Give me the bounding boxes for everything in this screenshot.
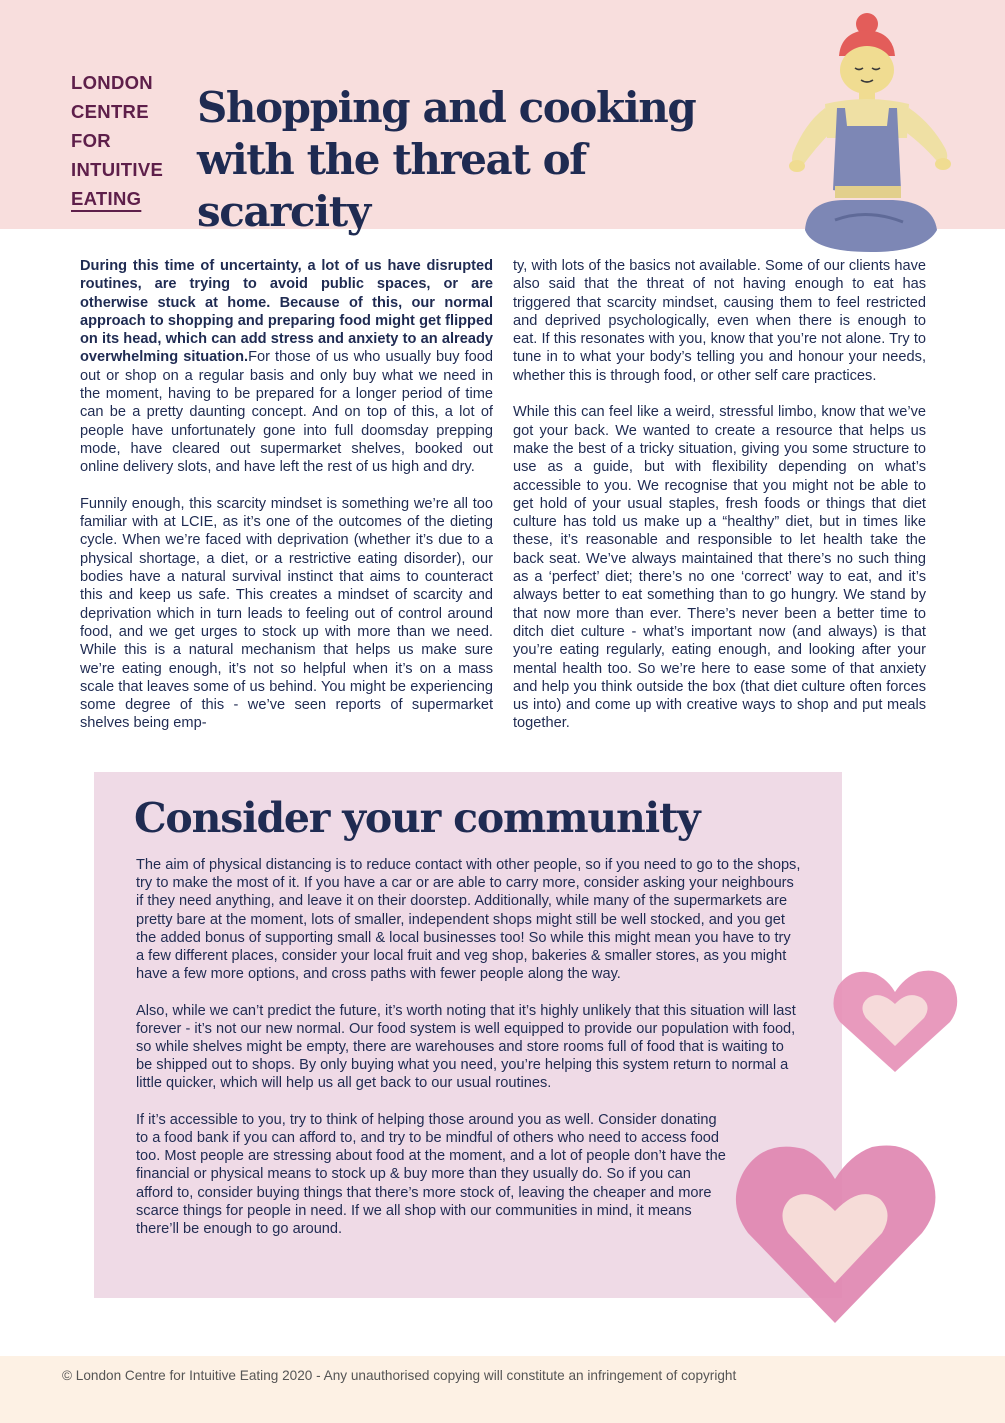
community-heading: Consider your community (134, 794, 700, 842)
article-paragraph: Funnily enough, this scarcity mindset is something we’re all too familiar with at LCIE, as it’s one of the outcomes of the dieting cycle. When we’re faced with deprivation (whether it’s due to a physical shortage, a diet, or a restrictive eating disorder), our bodies have a natural survival instinct that aims to counteract this and keep us safe. This creates a mindset of scarcity and deprivation which in turn leads to feeling out of control around food, and we get urges to stock up with more than we need. While this is a natural mechanism that helps us make sure we’re eating enough, it’s not so helpful when it’s on a mass scale that leaves some of us behind. You might be experiencing some degree of this - we’ve seen reports of supermarket shelves being emp- (80, 495, 493, 732)
left-hand (789, 160, 805, 172)
face (840, 46, 894, 94)
brand-logo-text (71, 68, 191, 213)
copyright-notice: © London Centre for Intuitive Eating 2020 - Any unauthorised copying will constitute an infringement of copyright (62, 1368, 737, 1383)
right-hand (935, 158, 951, 170)
article-paragraph: While this can feel like a weird, stressful limbo, know that we’ve got your back. We wanted to create a resource that helps us make the best of a tricky situation, giving you some structure to use as a guide, but with flexibility depending on what’s accessible to you. We recognise that you might not be able to get hold of your usual staples, fresh foods or things that diet culture has told us make up a “healthy” diet, but in times like these, it’s reasonable and responsible to let health take the back seat. We’ve always maintained that there’s no such thing as a ‘perfect’ diet; there’s no one ‘correct’ way to eat, and it’s always better to eat something than to go hungry. We stand by that now more than ever. There’s never been a better time to ditch diet culture - what’s important now (and always) is that you’re eating regularly, eating enough, and looking after your mental health too. So we’re here to ease some of that anxiety and help you think outside the box (that diet culture often forces us into) and come up with creative ways to shop and put meals together. (513, 404, 926, 732)
brand-line: LONDON (71, 72, 153, 93)
community-paragraph: If it’s accessible to you, try to think of helping those around you as well. Consider donating to a food bank if you can afford to, and try to be mindful of others who need to access food too. Most people are stressing about food at the moment, and a lot of people don’t have the financial or physical means to stock up & buy more than they usually do. So if you can afford to, consider buying things that there’s more stock of, leaving the cheaper and more scarce things for people in need. If we all shop with our communities in mind, it means there’ll be enough to go around. (136, 1111, 726, 1238)
brand-line: CENTRE FOR (71, 101, 149, 151)
article-lead: During this time of uncertainty, a lot of us have disrupted routines, are trying to avoid public spaces, or are otherwise stuck at home. Because of this, our normal approach to shopping and preparing food might get flipped on its head, which can add stress and anxiety to an already overwhelming situation. (80, 258, 493, 366)
waistband (835, 186, 901, 198)
article-paragraph: ty, with lots of the basics not available. Some of our clients have also said that the threat of not having enough to eat has triggered that scarcity mindset, causing them to feel restricted and deprived psychologically, even when there is enough to eat. If this resonates with you, know that you’re not alone. Try to tune in to what your body’s telling you and honour your needs, whether this is through food, or other self care practices. (513, 258, 926, 384)
community-body (136, 856, 802, 1256)
article-column-left (80, 257, 493, 751)
right-arm (903, 108, 947, 166)
page-title-line: with the threat of scarcity (197, 135, 586, 236)
article-paragraph (80, 257, 493, 477)
crossed-legs (805, 200, 937, 252)
brand-line: INTUITIVE (71, 159, 164, 180)
article-text: For those of us who usually buy food out or shop on a regular basis and only buy what we need in the moment, having to be prepared for a longer period of time can be a pretty daunting concept. And on top of this, a lot of people have unfortunately gone into full doomsday prepping mode, have cleared out supermarket shelves, booked out online delivery slots, and have left the rest of us high and dry. (80, 349, 493, 476)
community-paragraph: Also, while we can’t predict the future, it’s worth noting that it’s highly unlikely that this situation will last forever - it’s not our new normal. Our food system is well equipped to provide our population with food, so while shelves might be empty, there are warehouses and store rooms full of food that is waiting to be shipped out to shops. By only buying what you need, you’re helping this system return to normal a little quicker, which will help us all get back to our usual routines. (136, 1002, 796, 1092)
page-title (197, 82, 757, 238)
heart-decoration-small (826, 960, 964, 1080)
brand-line: EATING (71, 188, 142, 209)
meditating-person-illustration (775, 8, 965, 258)
heart-decoration-large (726, 1133, 944, 1333)
page-title-line: Shopping and cooking (197, 83, 696, 132)
article-column-right (513, 257, 926, 751)
community-paragraph: The aim of physical distancing is to reduce contact with other people, so if you need to go to the shops, try to make the most of it. If you have a car or are able to carry more, consider asking your neighbours if they need anything, and leave it on their doorstep. Additionally, while many of the supermarkets are pretty bare at the moment, lots of smaller, independent shops might still be well stocked, and you get the added bonus of supporting small & local businesses too! So while this might mean you have to try a few different places, consider your local fruit and veg shop, bakeries & smaller stores, as you might have a few more options, and cross paths with fewer people along the way. (136, 857, 801, 983)
